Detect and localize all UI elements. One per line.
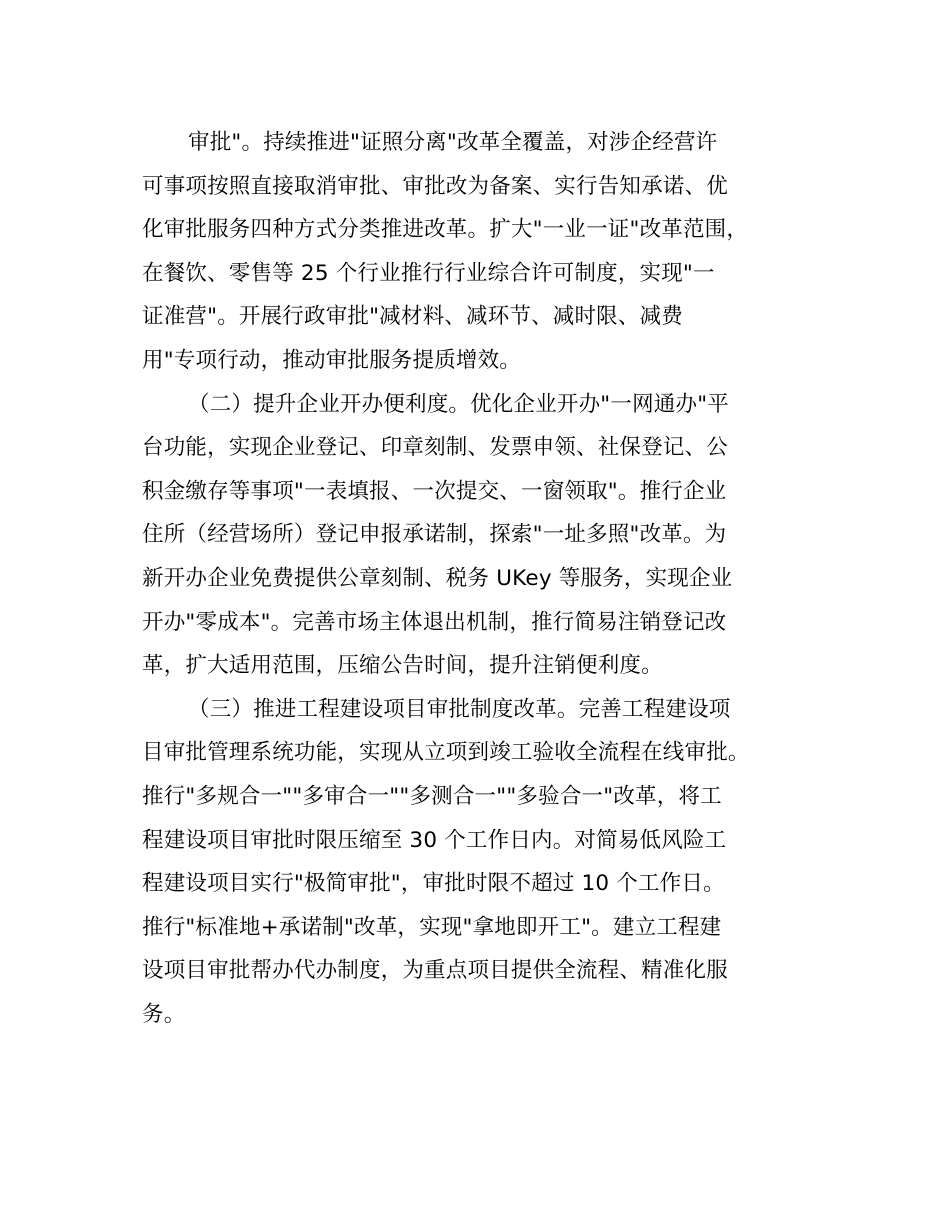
text-line: 推行"标准地+承诺制"改革，实现"拿地即开工"。建立工程建 <box>142 914 722 940</box>
text-line: 台功能，实现企业登记、印章刻制、发票申领、社保登记、公 <box>142 435 728 461</box>
text-line: 积金缴存等事项"一表填报、一次提交、一窗领取"。推行企业 <box>142 478 727 504</box>
text-line: 程建设项目实行"极简审批"，审批时限不超过 10 个工作日。 <box>142 871 725 897</box>
text-line: 用"专项行动，推动审批服务提质增效。 <box>142 347 521 373</box>
paragraph-continuation <box>142 121 842 383</box>
text-line: 审批"。持续推进"证照分离"改革全覆盖，对涉企经营许 <box>188 130 718 155</box>
text-line: 住所（经营场所）登记申报承诺制，探索"一址多照"改革。为 <box>142 522 727 548</box>
paragraph-section-3 <box>142 688 842 1037</box>
text-line: 目审批管理系统功能，实现从立项到竣工验收全流程在线审批。 <box>142 740 750 766</box>
document-body <box>142 121 842 1036</box>
text-line: 务。 <box>142 1001 186 1027</box>
text-line: 在餐饮、零售等 25 个行业推行行业综合许可制度，实现"一 <box>142 260 715 286</box>
text-line: 新开办企业免费提供公章刻制、税务 UKey 等服务，实现企业 <box>142 565 733 591</box>
text-line: 推行"多规合一""多审合一""多测合一""多验合一"改革，将工 <box>142 783 722 809</box>
text-line: 证准营"。开展行政审批"减材料、减环节、减时限、减费 <box>142 304 683 330</box>
text-line: 可事项按照直接取消审批、审批改为备案、实行告知承诺、优 <box>142 173 728 199</box>
text-line: 开办"零成本"。完善市场主体退出机制，推行简易注销登记改 <box>142 609 727 635</box>
text-line: 设项目审批帮办代办制度，为重点项目提供全流程、精准化服 <box>142 958 728 984</box>
paragraph-section-2 <box>142 383 842 688</box>
text-line: 化审批服务四种方式分类推进改革。扩大"一业一证"改革范围， <box>142 217 749 243</box>
text-line: 革，扩大适用范围，压缩公告时间，提升注销便利度。 <box>142 653 663 679</box>
text-line: （二）提升企业开办便利度。优化企业开办"一网通办"平 <box>188 391 729 417</box>
text-line: 程建设项目审批时限压缩至 30 个工作日内。对简易低风险工 <box>142 827 727 853</box>
text-line: （三）推进工程建设项目审批制度改革。完善工程建设项 <box>188 696 731 722</box>
